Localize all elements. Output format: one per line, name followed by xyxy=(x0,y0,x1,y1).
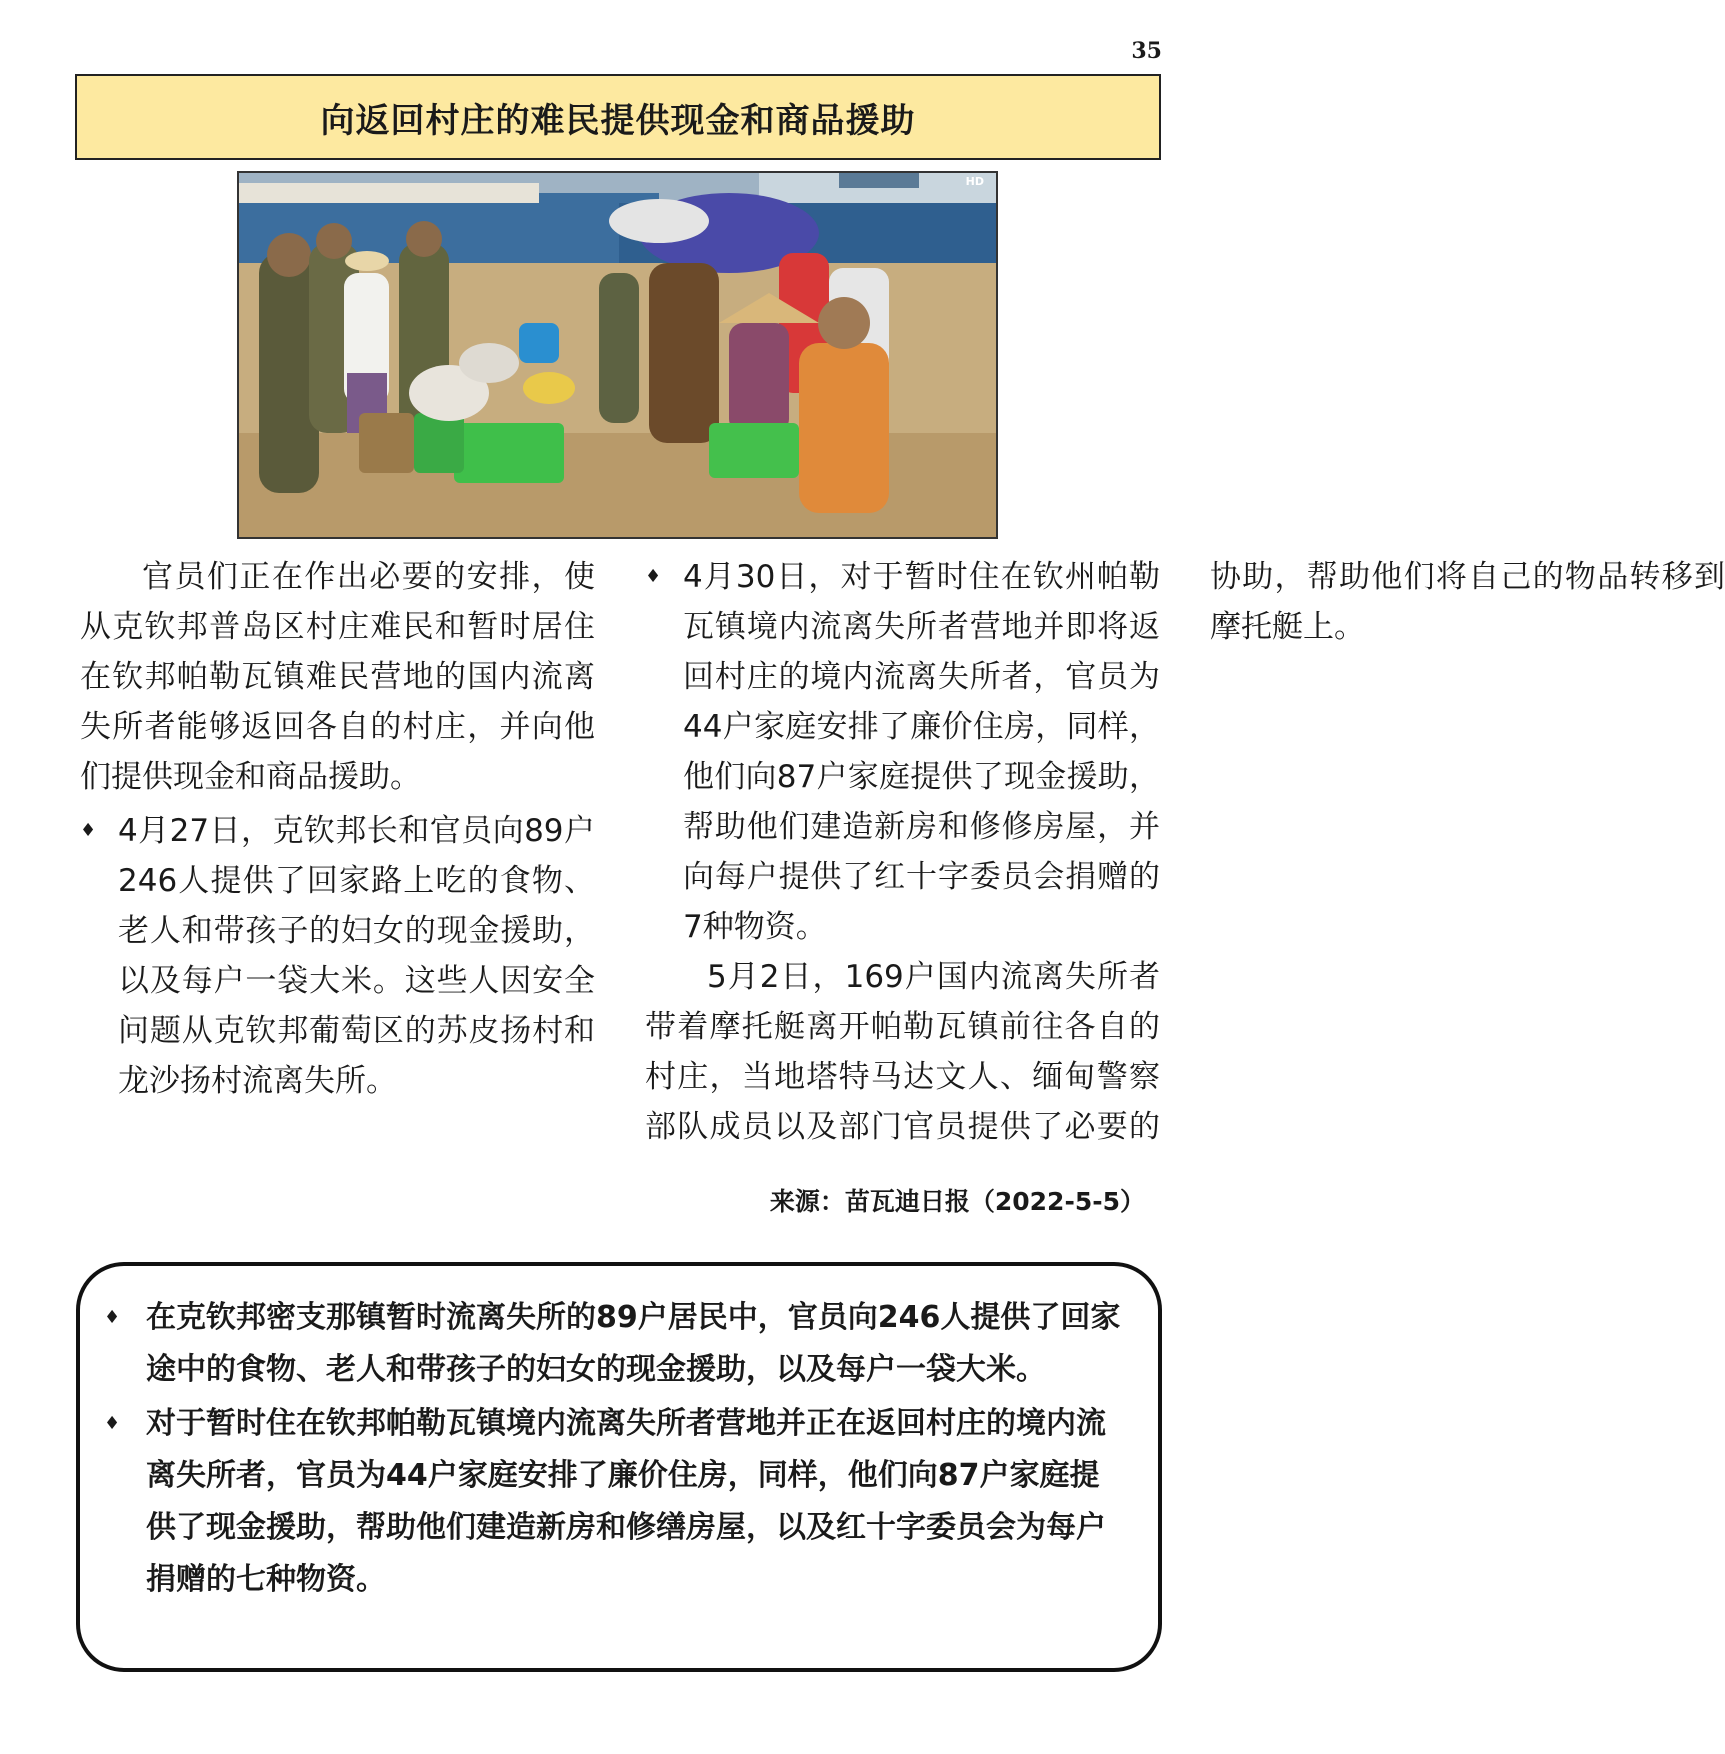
summary-item xyxy=(104,1292,1128,1396)
bullet-icon: ♦ xyxy=(80,820,97,841)
article-bullet-2-text: 4月30日，对于暂时住在钦州帕勒瓦镇境内流离失所者营地并即将返回村庄的境内流离失所者，官员为44户家庭安排了廉价住房，同样，他们向87户家庭提供了现金援助，帮助他们建造新房和修修房屋，并向每户提供了红十字委员会捐赠的7种物资。 xyxy=(683,559,1160,945)
hd-badge: HD xyxy=(965,175,984,188)
article-bullet-2 xyxy=(645,552,1160,952)
article-intro: 官员们正在作出必要的安排，使从克钦邦普岛区村庄难民和暂时居住在钦邦帕勒瓦镇难民营地的国内流离失所者能够返回各自的村庄，并向他们提供现金和商品援助。 xyxy=(80,559,595,795)
article-bullet-1-text: 4月27日，克钦邦长和官员向89户246人提供了回家路上吃的食物、老人和带孩子的妇女的现金援助，以及每户一袋大米。这些人因安全问题从克钦邦葡萄区的苏皮扬村和龙沙扬村流离失所。 xyxy=(118,813,595,1099)
summary-item-text: 在克钦邦密支那镇暂时流离失所的89户居民中，官员向246人提供了回家途中的食物、老人和带孩子的妇女的现金援助，以及每户一袋大米。 xyxy=(146,1300,1121,1387)
page-number: 35 xyxy=(1131,38,1162,64)
bullet-icon: ♦ xyxy=(645,566,662,587)
article-bullet-1 xyxy=(80,806,595,1106)
title-banner xyxy=(75,74,1161,160)
summary-box xyxy=(76,1262,1162,1672)
bullet-icon: ♦ xyxy=(104,1413,121,1434)
article-body xyxy=(80,552,1725,1152)
article-closing: 5月2日，169户国内流离失所者带着摩托艇离开帕勒瓦镇前往各自的村庄，当地塔特马达文人、缅甸警察部队成员以及部门官员提供了必要的协助，帮助他们将自己的物品转移到摩托艇上。 xyxy=(645,559,1725,1145)
summary-item-text: 对于暂时住在钦邦帕勒瓦镇境内流离失所者营地并正在返回村庄的境内流离失所者，官员为44户家庭安排了廉价住房，同样，他们向87户家庭提供了现金援助，帮助他们建造新房和修缮房屋，以及红十字委员会为每户捐赠的七种物资。 xyxy=(146,1406,1106,1597)
source-credit: 来源：苗瓦迪日报（2022-5-5） xyxy=(769,1187,1145,1216)
news-photo xyxy=(237,171,998,539)
bullet-icon: ♦ xyxy=(104,1307,121,1328)
photo-illustration xyxy=(239,173,996,537)
summary-item xyxy=(104,1398,1128,1606)
page-title: 向返回村庄的难民提供现金和商品援助 xyxy=(320,100,916,141)
